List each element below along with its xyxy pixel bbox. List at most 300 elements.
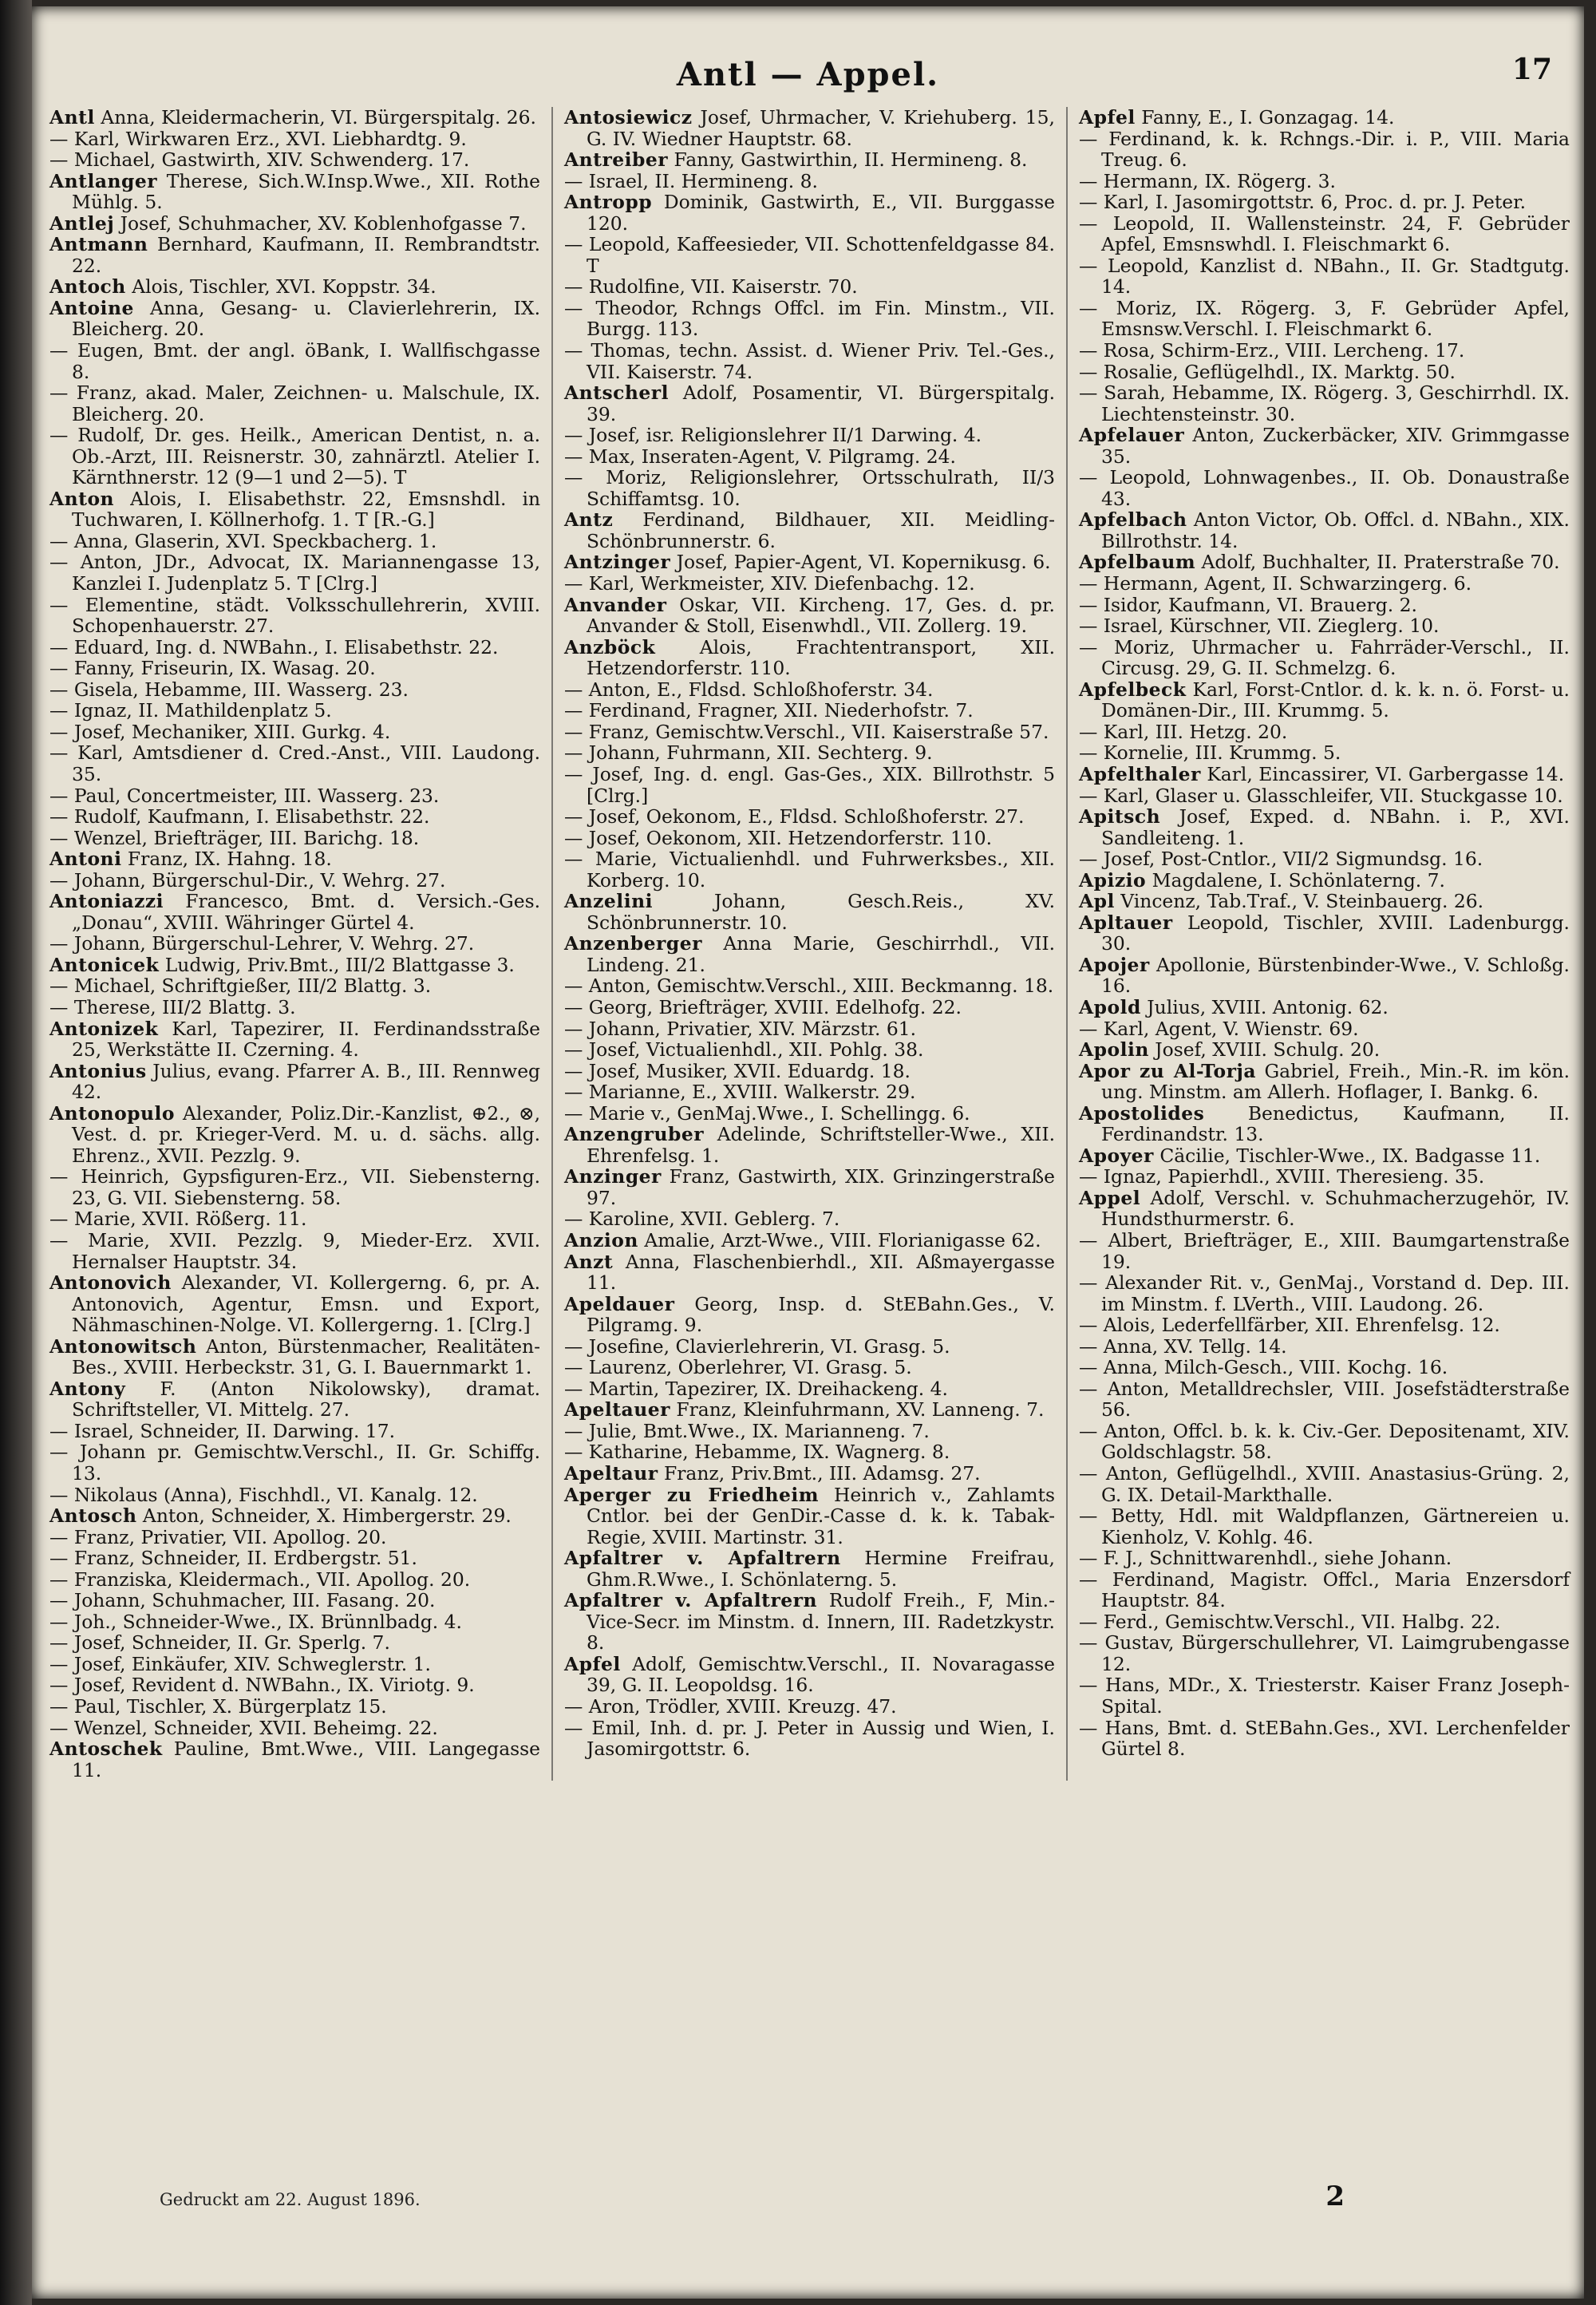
entry-surname: Apltauer: [1078, 911, 1173, 934]
entry-details: Karl, Tapezirer, II. Ferdinandsstraße 25, Werkstätte II. Czerning. 4.: [72, 1017, 541, 1062]
entry-details: — Anna, Glaserin, XVI. Speckbacherg. 1.: [49, 529, 437, 552]
entry-details: Karl, Eincassirer, VI. Garbergasse 14.: [1207, 762, 1565, 785]
entry-surname: Anzion: [563, 1228, 638, 1251]
entry-details: — Rosa, Schirm-Erz., VIII. Lercheng. 17.: [1078, 339, 1465, 362]
entry-surname: Antmann: [49, 233, 148, 256]
entry-details: — Joh., Schneider-Wwe., IX. Brünnlbadg. 4.: [49, 1610, 462, 1633]
entry-details: Vincenz, Tab.Traf., V. Steinbauerg. 26.: [1120, 890, 1484, 913]
directory-entry: [49, 1166, 540, 1208]
directory-entry: [564, 1018, 1055, 1040]
entry-details: — Georg, Briefträger, XVIII. Edelhofg. 22.: [563, 995, 962, 1018]
entry-details: Josef, Schuhmacher, XV. Koblenhofgasse 7.: [120, 212, 527, 235]
entry-surname: Antonopulo: [49, 1101, 176, 1125]
directory-entry: [564, 509, 1055, 552]
directory-entry: [564, 1166, 1055, 1208]
entry-surname: Antonius: [49, 1059, 147, 1082]
entry-surname: Apfel: [563, 1652, 621, 1675]
directory-entry: [1079, 213, 1570, 255]
directory-entry: [1079, 1674, 1570, 1717]
directory-entry: [49, 1208, 540, 1230]
entry-details: — Anna, XV. Tellg. 14.: [1078, 1334, 1287, 1358]
directory-entry: [1079, 1611, 1570, 1633]
directory-entry: [564, 1061, 1055, 1082]
entry-details: — Alois, Lederfellfärber, XII. Ehrenfelsg. 12.: [1078, 1314, 1500, 1337]
entry-details: Alexander, VI. Kollergerng. 6, pr. A. Antonovich, Agentur, Emsn. und Export, Nähmaschinen-Nolge. VI. Kollergerng. 1. [Clrg.]: [72, 1271, 541, 1337]
entry-details: — Leopold, Kaffeesieder, VII. Schottenfeldgasse 84. T: [563, 233, 1055, 277]
directory-entry: [564, 1336, 1055, 1358]
entry-details: Oskar, VII. Kircheng. 17, Ges. d. pr. Anvander & Stoll, Eisenwhdl., VII. Zollerg. 19.: [586, 593, 1055, 638]
entry-details: Julius, XVIII. Antonig. 62.: [1147, 995, 1389, 1018]
entry-surname: Apitsch: [1078, 805, 1161, 828]
directory-entry: [564, 1696, 1055, 1718]
entry-surname: Anzelini: [563, 890, 653, 913]
entry-details: Alexander, Poliz.Dir.-Kanzlist, ⊕2., ⊗, Vest. d. pr. Krieger-Verd. M. u. d. sächs. allg. Ehrenz., XVII. Pezzlg. 9.: [72, 1101, 541, 1167]
directory-entry: [1079, 1378, 1570, 1421]
directory-entry: [1079, 192, 1570, 213]
entry-details: — Josef, Mechaniker, XIII. Gurkg. 4.: [49, 720, 391, 743]
directory-entry: [1079, 573, 1570, 595]
entry-details: Adolf, Gemischtw.Verschl., II. Novaragasse 39, G. II. Leopoldsg. 16.: [586, 1652, 1055, 1697]
directory-entry: [1079, 870, 1570, 892]
entry-surname: Apostolides: [1078, 1101, 1205, 1125]
entry-surname: Apolin: [1078, 1038, 1149, 1062]
entry-details: — Marie v., GenMaj.Wwe., I. Schellingg. 6.: [563, 1101, 970, 1125]
entry-details: — Marie, XVII. Pezzlg. 9, Mieder-Erz. XVII. Hernalser Hauptstr. 34.: [49, 1228, 541, 1273]
directory-entry: [564, 1230, 1055, 1251]
directory-entry: [564, 1590, 1055, 1654]
directory-entry: [1079, 679, 1570, 722]
directory-entry: [1079, 764, 1570, 785]
directory-entry: [1079, 806, 1570, 848]
entry-surname: Anzenberger: [563, 932, 702, 955]
entry-surname: Antropp: [563, 191, 653, 214]
directory-entry: [564, 891, 1055, 933]
entry-details: — Nikolaus (Anna), Fischhdl., VI. Kanalg. 12.: [49, 1483, 478, 1506]
entry-details: Anton, Bürstenmacher, Realitäten-Bes., XVIII. Herbeckstr. 31, G. I. Bauernmarkt 1.: [72, 1334, 541, 1379]
entry-details: — Moriz, Religionslehrer, Ortsschulrath, II/3 Schiffamtsg. 10.: [563, 466, 1055, 510]
entry-details: — Anton, Gemischtw.Verschl., XIII. Beckmanng. 18.: [563, 975, 1054, 998]
entry-details: — Isidor, Kaufmann, VI. Brauerg. 2.: [1078, 593, 1417, 616]
entry-details: Alois, Tischler, XVI. Koppstr. 34.: [132, 275, 437, 299]
column-divider: [551, 107, 553, 1781]
entry-surname: Apizio: [1078, 868, 1147, 892]
entry-surname: Anzengruber: [563, 1123, 705, 1146]
directory-entry: [1079, 107, 1570, 128]
directory-entry: [1079, 128, 1570, 171]
directory-entry: [564, 171, 1055, 192]
entry-details: F. (Anton Nikolowsky), dramat. Schriftsteller, VI. Mittelg. 27.: [72, 1377, 541, 1421]
entry-details: — Ferdinand, Fragner, XII. Niederhofstr. 7.: [563, 699, 974, 722]
entry-details: — Wenzel, Schneider, XVII. Beheimg. 22.: [49, 1716, 438, 1739]
entry-details: Karl, Forst-Cntlor. d. k. k. n. ö. Forst- u. Domänen-Dir., III. Krummg. 5.: [1100, 678, 1570, 722]
entry-details: — Hermann, IX. Rögerg. 3.: [1078, 169, 1336, 192]
directory-entry: [1079, 785, 1570, 807]
entry-details: — Sarah, Hebamme, IX. Rögerg. 3, Geschirrhdl. IX. Liechtensteinstr. 30.: [1078, 382, 1570, 425]
entry-details: — Karl, Amtsdiener d. Cred.-Anst., VIII. Laudong. 35.: [49, 741, 541, 785]
entry-details: — Johann, Schuhmacher, III. Fasang. 20.: [49, 1589, 436, 1612]
directory-entry: [49, 722, 540, 743]
directory-entry: [1079, 340, 1570, 362]
directory-entry: [49, 658, 540, 679]
entry-surname: Antosch: [49, 1504, 137, 1528]
print-date: Gedruckt am 22. August 1896.: [160, 2190, 421, 2209]
entry-details: Josef, XVIII. Schulg. 20.: [1155, 1038, 1381, 1062]
entry-details: — Rudolfine, VII. Kaiserstr. 70.: [563, 275, 858, 299]
directory-entry: [564, 933, 1055, 975]
directory-entry: [1079, 1272, 1570, 1315]
entry-details: Adelinde, Schriftsteller-Wwe., XII. Ehrenfelsg. 1.: [586, 1123, 1056, 1167]
entry-details: — Johann, Bürgerschul-Dir., V. Wehrg. 27.: [49, 868, 446, 892]
entry-surname: Antonowitsch: [49, 1334, 197, 1358]
entry-details: — Josef, Post-Cntlor., VII/2 Sigmundsg. 16.: [1078, 848, 1483, 871]
directory-entry: [564, 467, 1055, 509]
entry-details: Anna Marie, Geschirrhdl., VII. Lindeng. 21.: [586, 932, 1056, 976]
directory-entry: [49, 595, 540, 637]
directory-entry: [1079, 722, 1570, 743]
entry-details: Franz, IX. Hahng. 18.: [127, 848, 332, 871]
entry-details: Anna, Kleidermacherin, VI. Bürgerspitalg. 26.: [101, 106, 536, 128]
entry-details: — Michael, Schriftgießer, III/2 Blattg. 3.: [49, 975, 432, 998]
directory-entry: [564, 234, 1055, 276]
entry-details: — Leopold, Lohnwagenbes., II. Ob. Donaustraße 43.: [1078, 466, 1570, 510]
directory-entry: [49, 1230, 540, 1272]
entry-details: Magdalene, I. Schönlaterng. 7.: [1152, 868, 1445, 892]
entry-details: Amalie, Arzt-Wwe., VIII. Florianigasse 62.: [644, 1228, 1041, 1251]
directory-entry: [49, 213, 540, 235]
directory-entry: [564, 107, 1055, 149]
entry-details: — Marie, Victualienhdl. und Fuhrwerksbes., XII. Korberg. 10.: [563, 848, 1055, 892]
column-1: [49, 107, 540, 1781]
directory-entry: [564, 806, 1055, 828]
entry-details: Alois, Frachtentransport, XII. Hetzendorferstr. 110.: [586, 635, 1056, 680]
directory-entry: [564, 1485, 1055, 1548]
entry-details: — Anton, JDr., Advocat, IX. Mariannengasse 13, Kanzlei I. Judenplatz 5. T [Clrg.]: [49, 551, 541, 595]
running-title: Antl — Appel.: [676, 56, 940, 93]
entry-details: — Leopold, Kanzlist d. NBahn., II. Gr. Stadtgutg. 14.: [1078, 254, 1570, 299]
directory-entry: [564, 1081, 1055, 1103]
entry-surname: Aperger zu Friedheim: [563, 1483, 819, 1506]
entry-surname: Antl: [49, 106, 95, 128]
entry-surname: Apojer: [1078, 953, 1150, 976]
entry-details: — Max, Inseraten-Agent, V. Pilgramg. 24.: [563, 445, 956, 468]
directory-entry: [49, 1696, 540, 1718]
directory-entry: [564, 340, 1055, 382]
entry-columns: [49, 107, 1570, 1781]
directory-entry: [564, 149, 1055, 171]
directory-entry: [564, 1357, 1055, 1378]
directory-entry: [49, 298, 540, 340]
entry-details: Franz, Priv.Bmt., III. Adamsg. 27.: [663, 1462, 981, 1485]
directory-entry: [1079, 1548, 1570, 1569]
entry-details: Adolf, Posamentir, VI. Bürgerspitalg. 39.: [586, 382, 1055, 425]
directory-entry: [49, 552, 540, 594]
entry-details: — Eugen, Bmt. der angl. öBank, I. Wallfischgasse 8.: [49, 339, 541, 383]
directory-entry: [49, 1569, 540, 1591]
directory-entry: [1079, 1103, 1570, 1145]
entry-details: — Anna, Milch-Gesch., VIII. Kochg. 16.: [1078, 1356, 1448, 1379]
directory-entry: [564, 573, 1055, 595]
directory-entry: [564, 1441, 1055, 1463]
entry-details: — Eduard, Ing. d. NWBahn., I. Elisabethstr. 22.: [49, 635, 499, 658]
directory-entry: [49, 149, 540, 171]
directory-entry: [49, 637, 540, 658]
entry-details: — Emil, Inh. d. pr. J. Peter in Aussig und Wien, I. Jasomirgottstr. 6.: [563, 1716, 1055, 1761]
entry-details: Pauline, Bmt.Wwe., VIII. Langegasse 11.: [72, 1738, 541, 1781]
directory-entry: [49, 806, 540, 828]
entry-details: — Moriz, IX. Rögerg. 3, F. Gebrüder Apfel, Emsnsw.Verschl. I. Fleischmarkt 6.: [1078, 296, 1570, 341]
entry-surname: Antlej: [49, 212, 115, 235]
directory-entry: [49, 531, 540, 552]
directory-entry: [564, 1399, 1055, 1421]
entry-details: — Alexander Rit. v., GenMaj., Vorstand d. Dep. III. im Minstm. f. LVerth., VIII. Laudong. 26.: [1078, 1271, 1570, 1315]
entry-surname: Antoni: [49, 848, 122, 871]
entry-surname: Apfelthaler: [1078, 762, 1201, 785]
directory-entry: [1079, 425, 1570, 467]
entry-details: — Ferd., Gemischtw.Verschl., VII. Halbg. 22.: [1078, 1610, 1501, 1633]
entry-details: Franz, Gastwirth, XIX. Grinzingerstraße 97.: [586, 1165, 1056, 1209]
entry-surname: Antoniazzi: [49, 890, 164, 913]
directory-entry: [564, 764, 1055, 806]
entry-details: Ferdinand, Bildhauer, XII. Meidling-Schönbrunnerstr. 6.: [586, 508, 1055, 552]
directory-entry: [1079, 1230, 1570, 1272]
directory-entry: [49, 785, 540, 807]
entry-details: — Paul, Concertmeister, III. Wasserg. 23.: [49, 784, 440, 807]
entry-details: — Johann, Fuhrmann, XII. Sechterg. 9.: [563, 741, 933, 765]
directory-entry: [49, 1674, 540, 1696]
page-number: 17: [1511, 53, 1552, 86]
entry-surname: Apfaltrer v. Apfaltrern: [563, 1547, 841, 1570]
directory-entry: [564, 425, 1055, 446]
directory-entry: [1079, 1315, 1570, 1336]
entry-details: — Franz, Privatier, VII. Apollog. 20.: [49, 1525, 387, 1548]
directory-entry: [564, 1251, 1055, 1294]
directory-entry: [49, 1718, 540, 1739]
directory-entry: [564, 679, 1055, 701]
directory-entry: [49, 234, 540, 276]
directory-entry: [1079, 1018, 1570, 1040]
entry-surname: Antonizek: [49, 1017, 159, 1040]
directory-entry: [49, 340, 540, 382]
directory-entry: [49, 1485, 540, 1506]
directory-entry: [1079, 1336, 1570, 1358]
entry-details: — Paul, Tischler, X. Bürgerplatz 15.: [49, 1695, 387, 1718]
directory-entry: [1079, 1145, 1570, 1167]
entry-details: — Thomas, techn. Assist. d. Wiener Priv. Tel.-Ges., VII. Kaiserstr. 74.: [563, 339, 1055, 383]
directory-entry: [1079, 891, 1570, 912]
directory-entry: [49, 276, 540, 298]
directory-entry: [564, 1654, 1055, 1696]
directory-entry: [49, 1590, 540, 1611]
directory-entry: [564, 700, 1055, 722]
directory-entry: [564, 1463, 1055, 1485]
entry-surname: Apl: [1078, 890, 1115, 913]
entry-details: — Hermann, Agent, II. Schwarzingerg. 6.: [1078, 572, 1472, 595]
directory-entry: [564, 637, 1055, 679]
directory-entry: [1079, 1357, 1570, 1378]
directory-entry: [1079, 171, 1570, 192]
directory-entry: [564, 192, 1055, 234]
directory-entry: [49, 488, 540, 531]
directory-entry: [564, 1124, 1055, 1166]
entry-details: Francesco, Bmt. d. Versich.-Ges. „Donau“, XVIII. Währinger Gürtel 4.: [72, 890, 541, 934]
entry-details: Ludwig, Priv.Bmt., III/2 Blattgasse 3.: [164, 953, 515, 976]
entry-details: — Leopold, II. Wallensteinstr. 24, F. Gebrüder Apfel, Emsnswhdl. I. Fleischmarkt 6.: [1078, 212, 1570, 256]
entry-details: Alois, I. Elisabethstr. 22, Emsnshdl. in Tuchwaren, I. Köllnerhofg. 1. T [R.-G.]: [72, 487, 541, 532]
entry-details: — Johann, Bürgerschul-Lehrer, V. Wehrg. 27.: [49, 932, 475, 955]
entry-surname: Apfaltrer v. Apfaltrern: [563, 1589, 817, 1612]
entry-details: — Israel, Kürschner, VII. Zieglerg. 10.: [1078, 615, 1440, 638]
directory-entry: [1079, 1463, 1570, 1505]
entry-details: Heinrich v., Zahlamts Cntlor. bei der GenDir.-Casse d. k. k. Tabak-Regie, XVIII. Martinstr. 31.: [586, 1483, 1055, 1548]
entry-details: — Hans, MDr., X. Triesterstr. Kaiser Franz Joseph-Spital.: [1078, 1674, 1570, 1718]
entry-surname: Antony: [49, 1377, 126, 1400]
entry-surname: Antoschek: [49, 1738, 163, 1761]
directory-entry: [49, 742, 540, 785]
directory-entry: [1079, 615, 1570, 637]
directory-page: [32, 6, 1584, 2299]
entry-details: — Ferdinand, k. k. Rchngs.-Dir. i. P., VIII. Maria Treug. 6.: [1078, 127, 1570, 172]
entry-details: — Josef, Musiker, XVII. Eduardg. 18.: [563, 1059, 911, 1082]
entry-details: Leopold, Tischler, XVIII. Ladenburgg. 30.: [1100, 911, 1570, 955]
directory-entry: [1079, 1188, 1570, 1230]
directory-entry: [49, 1272, 540, 1336]
directory-entry: [49, 891, 540, 933]
entry-details: Adolf, Buchhalter, II. Praterstraße 70.: [1201, 551, 1560, 574]
entry-details: — Josef, Ing. d. engl. Gas-Ges., XIX. Billrothstr. 5 [Clrg.]: [563, 762, 1055, 807]
entry-details: — Anton, Offcl. b. k. k. Civ.-Ger. Depositenamt, XIV. Goldschlagstr. 58.: [1078, 1419, 1570, 1464]
entry-details: — Karoline, XVII. Geblerg. 7.: [563, 1208, 840, 1231]
entry-details: Fanny, E., I. Gonzagag. 14.: [1141, 106, 1395, 128]
directory-entry: [564, 1039, 1055, 1061]
entry-details: — Ignaz, Papierhdl., XVIII. Theresieng. 35.: [1078, 1165, 1485, 1188]
directory-entry: [1079, 1718, 1570, 1760]
entry-details: — Josef, Oekonom, E., Fldsd. Schloßhoferstr. 27.: [563, 805, 1025, 828]
entry-details: Georg, Insp. d. StEBahn.Ges., V. Pilgramg. 9.: [586, 1292, 1055, 1337]
entry-details: — Fanny, Friseurin, IX. Wasag. 20.: [49, 657, 376, 680]
entry-surname: Antonovich: [49, 1271, 172, 1295]
entry-surname: Antreiber: [563, 148, 669, 172]
entry-surname: Apfelauer: [1078, 424, 1185, 447]
entry-details: — Anton, Metalldrechsler, VIII. Josefstädterstraße 56.: [1078, 1377, 1570, 1421]
directory-entry: [1079, 255, 1570, 298]
entry-details: Adolf, Verschl. v. Schuhmacherzugehör, IV. Hundsthurmerstr. 6.: [1100, 1186, 1570, 1231]
entry-surname: Apfelbeck: [1078, 678, 1187, 701]
directory-entry: [49, 425, 540, 488]
entry-surname: Apoyer: [1078, 1144, 1154, 1167]
directory-entry: [49, 107, 540, 128]
entry-details: — Franz, Gemischtw.Verschl., VII. Kaiserstraße 57.: [563, 720, 1049, 743]
entry-surname: Antz: [563, 508, 614, 532]
entry-surname: Anzt: [563, 1250, 614, 1273]
directory-entry: [49, 1548, 540, 1569]
entry-details: — Katharine, Hebamme, IX. Wagnerg. 8.: [563, 1441, 950, 1464]
directory-entry: [1079, 637, 1570, 679]
entry-details: — Wenzel, Briefträger, III. Barichg. 18.: [49, 826, 420, 849]
entry-details: — Heinrich, Gypsfiguren-Erz., VII. Siebensterng. 23, G. VII. Siebensterng. 58.: [49, 1165, 541, 1209]
entry-details: Anna, Flaschenbierhdl., XII. Aßmayergasse 11.: [586, 1250, 1055, 1295]
entry-details: Johann, Gesch.Reis., XV. Schönbrunnerstr. 10.: [586, 890, 1056, 934]
entry-surname: Anvander: [563, 593, 667, 616]
entry-details: — Franz, Schneider, II. Erdbergstr. 51.: [49, 1547, 417, 1570]
directory-entry: [1079, 467, 1570, 509]
entry-surname: Anton: [49, 487, 115, 510]
entry-details: Cäcilie, Tischler-Wwe., IX. Badgasse 11.: [1159, 1144, 1541, 1167]
entry-details: — Israel, Schneider, II. Darwing. 17.: [49, 1419, 396, 1442]
entry-details: — Aron, Trödler, XVIII. Kreuzg. 47.: [563, 1695, 897, 1718]
entry-details: — Karl, Wirkwaren Erz., XVI. Liebhardtg. 9.: [49, 127, 467, 150]
directory-entry: [49, 955, 540, 976]
directory-entry: [564, 828, 1055, 849]
directory-entry: [49, 933, 540, 955]
entry-details: — Hans, Bmt. d. StEBahn.Ges., XVI. Lerchenfelder Gürtel 8.: [1078, 1716, 1570, 1761]
entry-details: Anna, Gesang- u. Clavierlehrerin, IX. Bleicherg. 20.: [72, 296, 541, 341]
entry-details: — F. J., Schnittwarenhdl., siehe Johann.: [1078, 1547, 1452, 1570]
entry-details: Therese, Sich.W.Insp.Wwe., XII. Rothe Mühlg. 5.: [72, 169, 541, 214]
directory-entry: [49, 828, 540, 849]
directory-entry: [1079, 509, 1570, 552]
directory-entry: [1079, 997, 1570, 1018]
directory-entry: [1079, 1505, 1570, 1548]
entry-details: — Josef, Schneider, II. Gr. Sperlg. 7.: [49, 1631, 390, 1655]
entry-details: — Israel, II. Hermineng. 8.: [563, 169, 818, 192]
entry-details: Fanny, Gastwirthin, II. Hermineng. 8.: [674, 148, 1028, 172]
entry-details: — Rosalie, Geflügelhdl., IX. Marktg. 50.: [1078, 360, 1456, 383]
entry-details: — Josef, Oekonom, XII. Hetzendorferstr. 110.: [563, 826, 993, 849]
entry-details: — Theodor, Rchngs Offcl. im Fin. Minstm., VII. Burgg. 113.: [563, 296, 1055, 341]
entry-surname: Apeldauer: [563, 1292, 675, 1315]
entry-details: Anton Victor, Ob. Offcl. d. NBahn., XIX. Billrothstr. 14.: [1100, 508, 1570, 552]
entry-details: — Josef, Einkäufer, XIV. Schweglerstr. 1.: [49, 1652, 431, 1675]
directory-entry: [1079, 595, 1570, 616]
entry-details: — Karl, III. Hetzg. 20.: [1078, 720, 1288, 743]
directory-entry: [49, 1611, 540, 1633]
entry-details: — Johann pr. Gemischtw.Verschl., II. Gr. Schiffg. 13.: [49, 1441, 541, 1485]
directory-entry: [1079, 955, 1570, 997]
entry-surname: Appel: [1078, 1186, 1141, 1209]
entry-details: — Franziska, Kleidermach., VII. Apollog. 20.: [49, 1568, 471, 1591]
entry-details: — Gustav, Bürgerschullehrer, VI. Laimgrubengasse 12.: [1078, 1631, 1570, 1675]
directory-entry: [564, 722, 1055, 743]
directory-entry: [49, 171, 540, 213]
entry-details: Rudolf Freih., F, Min.-Vice-Secr. im Minstm. d. Innern, III. Radetzkystr. 8.: [586, 1589, 1055, 1655]
entry-details: — Josef, isr. Religionslehrer II/1 Darwing. 4.: [563, 424, 982, 447]
entry-details: — Josefine, Clavierlehrerin, VI. Grasg. 5.: [563, 1334, 950, 1358]
entry-details: Gabriel, Freih., Min.-R. im kön. ung. Minstm. am Allerh. Hoflager, I. Bankg. 6.: [1100, 1059, 1570, 1104]
entry-details: — Marie, XVII. Rößerg. 11.: [49, 1208, 307, 1231]
entry-details: — Ignaz, II. Mathildenplatz 5.: [49, 699, 332, 722]
entry-details: — Albert, Briefträger, E., XIII. Baumgartenstraße 19.: [1078, 1228, 1570, 1273]
entry-details: — Laurenz, Oberlehrer, VI. Grasg. 5.: [563, 1356, 912, 1379]
entry-details: — Karl, I. Jasomirgottstr. 6, Proc. d. pr. J. Peter.: [1078, 191, 1527, 214]
entry-details: — Karl, Glaser u. Glasschleifer, VII. Stuckgasse 10.: [1078, 784, 1563, 807]
directory-entry: [49, 1441, 540, 1484]
entry-surname: Apfel: [1078, 106, 1136, 128]
entry-details: — Betty, Hdl. mit Waldpflanzen, Gärtnereien u. Kienholz, V. Kohlg. 46.: [1078, 1504, 1570, 1548]
entry-details: Benedictus, Kaufmann, II. Ferdinandstr. 13.: [1100, 1101, 1570, 1146]
entry-details: — Therese, III/2 Blattg. 3.: [49, 995, 296, 1018]
entry-details: Franz, Kleinfuhrmann, XV. Lanneng. 7.: [676, 1398, 1045, 1421]
directory-entry: [49, 848, 540, 870]
entry-details: — Rudolf, Dr. ges. Heilk., American Dentist, n. a. Ob.-Arzt, III. Reisnerstr. 30, zahnärztl. Atelier I. Kärnthnerstr. 12 (9—1 und 2—5). T: [49, 424, 541, 489]
entry-details: Bernhard, Kaufmann, II. Rembrandtstr. 22.: [72, 233, 541, 277]
entry-surname: Antzinger: [563, 551, 671, 574]
directory-entry: [49, 1632, 540, 1654]
entry-surname: Antlanger: [49, 169, 158, 192]
entry-details: — Elementine, städt. Volksschullehrerin, XVIII. Schopenhauerstr. 27.: [49, 593, 541, 638]
directory-entry: [49, 700, 540, 722]
entry-details: — Josef, Victualienhdl., XII. Pohlg. 38.: [563, 1038, 924, 1062]
directory-entry: [564, 595, 1055, 637]
